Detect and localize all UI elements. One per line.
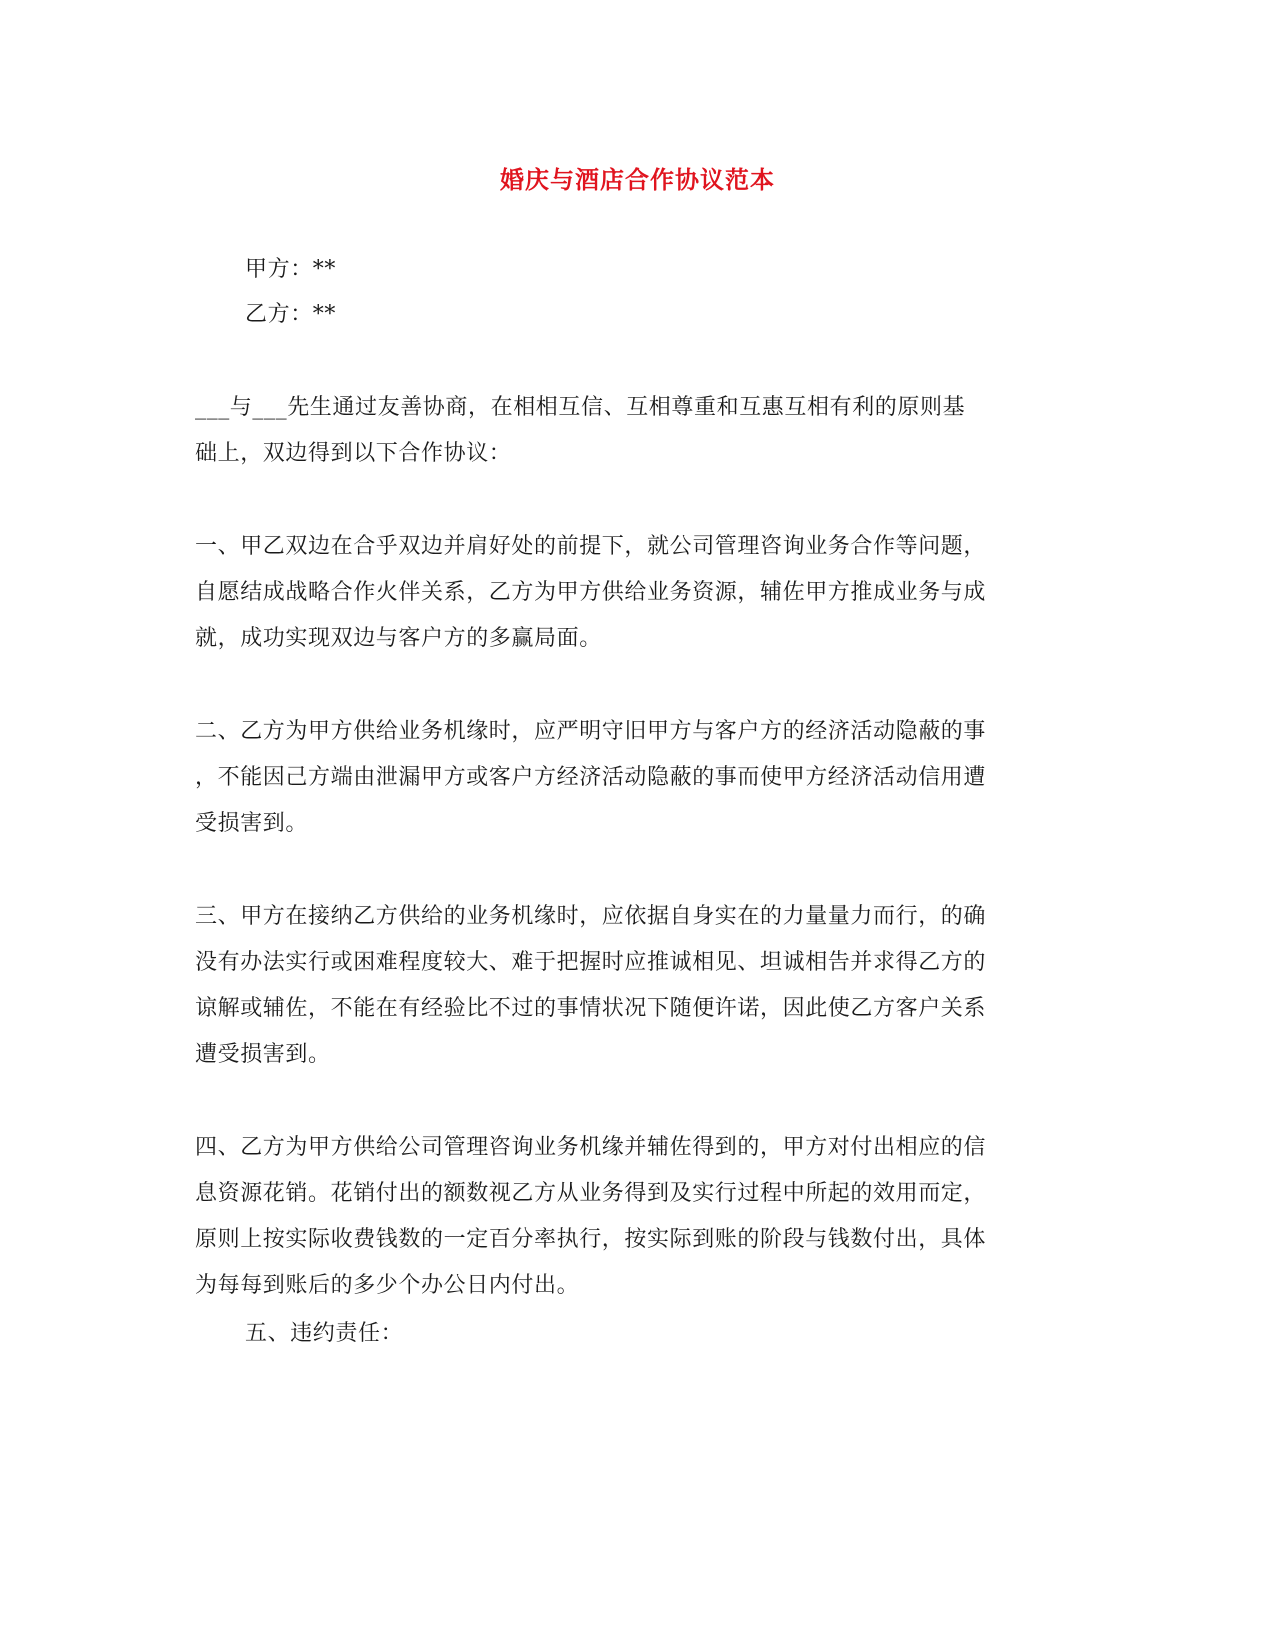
clause-4-line: 为每每到账后的多少个办公日内付出。 bbox=[195, 1273, 580, 1298]
clause-5-heading: 五、违约责任： bbox=[245, 1321, 404, 1346]
clause-2-line: 二、乙方为甲方供给业务机缘时，应严明守旧甲方与客户方的经济活动隐蔽的事 bbox=[195, 719, 987, 744]
party-b-line: 乙方：** bbox=[245, 302, 337, 327]
clause-3-line: 遭受损害到。 bbox=[195, 1042, 331, 1067]
clause-1-line: 一、甲乙双边在合乎双边并肩好处的前提下，就公司管理咨询业务合作等问题， bbox=[195, 534, 987, 559]
party-a-line: 甲方：** bbox=[245, 257, 337, 282]
clause-2-line: ，不能因己方端由泄漏甲方或客户方经济活动隐蔽的事而使甲方经济活动信用遭 bbox=[195, 765, 987, 790]
clause-3-line: 没有办法实行或困难程度较大、难于把握时应推诚相见、坦诚相告并求得乙方的 bbox=[195, 950, 987, 975]
clause-4-line: 息资源花销。花销付出的额数视乙方从业务得到及实行过程中所起的效用而定， bbox=[195, 1181, 987, 1206]
clause-3-line: 谅解或辅佐，不能在有经验比不过的事情状况下随便许诺，因此使乙方客户关系 bbox=[195, 996, 987, 1021]
clause-4-line: 原则上按实际收费钱数的一定百分率执行，按实际到账的阶段与钱数付出，具体 bbox=[195, 1227, 987, 1252]
intro-line: ___与___先生通过友善协商，在相相互信、互相尊重和互惠互相有利的原则基 bbox=[195, 395, 966, 420]
clause-1-line: 就，成功实现双边与客户方的多赢局面。 bbox=[195, 626, 602, 651]
document-title: 婚庆与酒店合作协议范本 bbox=[500, 165, 775, 194]
clause-1-line: 自愿结成战略合作火伴关系，乙方为甲方供给业务资源，辅佐甲方推成业务与成 bbox=[195, 580, 987, 605]
clause-4-line: 四、乙方为甲方供给公司管理咨询业务机缘并辅佐得到的，甲方对付出相应的信 bbox=[195, 1135, 987, 1160]
clause-2-line: 受损害到。 bbox=[195, 811, 309, 836]
clause-3-line: 三、甲方在接纳乙方供给的业务机缘时，应依据自身实在的力量量力而行，的确 bbox=[195, 904, 987, 929]
intro-line: 础上，双边得到以下合作协议： bbox=[195, 441, 512, 466]
